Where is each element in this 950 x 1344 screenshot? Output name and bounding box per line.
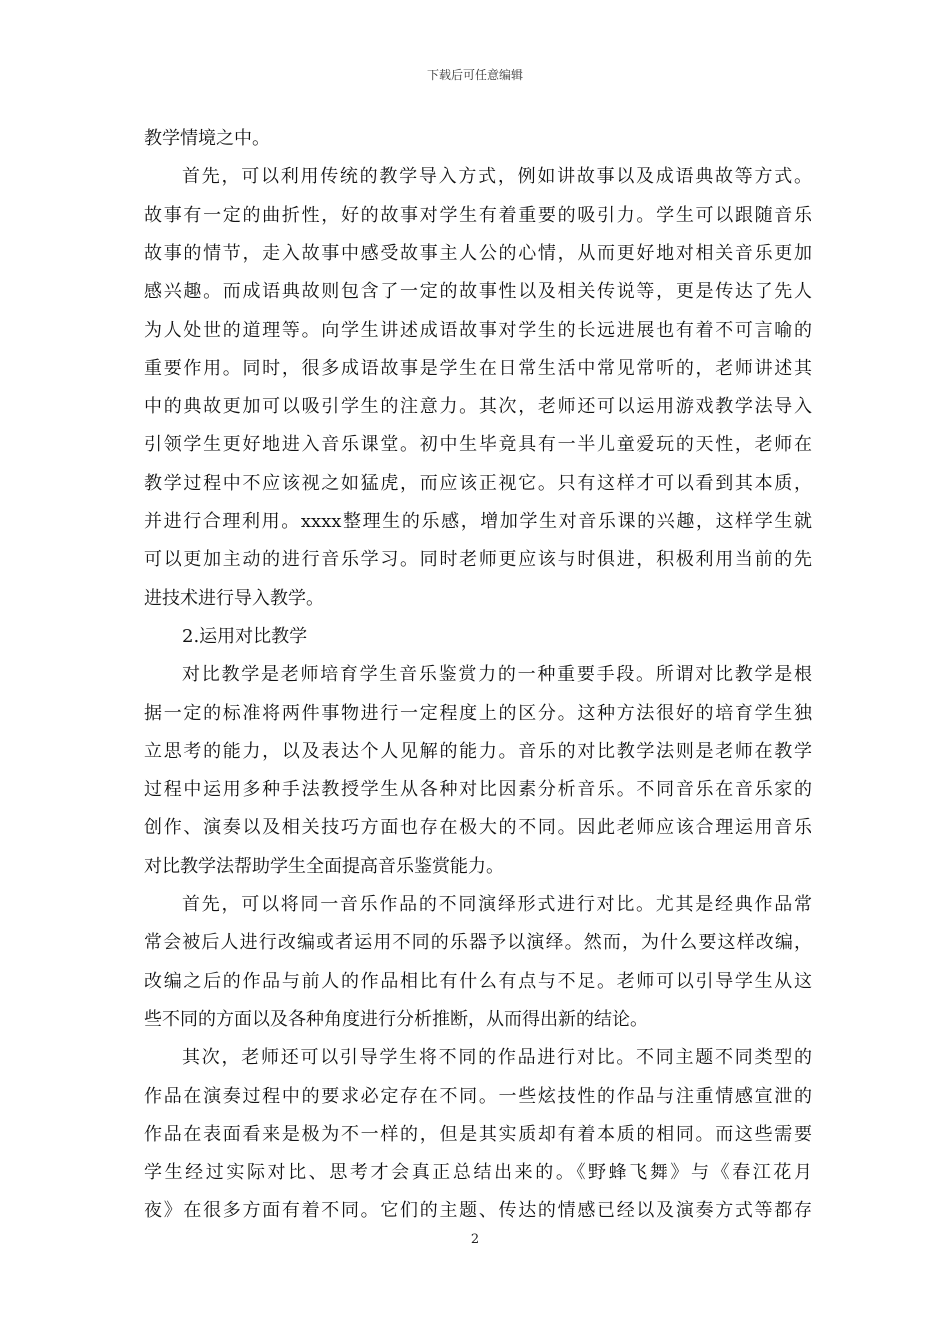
text-line: 常会被后人进行改编或者运用不同的乐器予以演绎。然而，为什么要这样改编， <box>144 932 812 954</box>
text-line: 故事的情节，走入故事中感受故事主人公的心情，从而更好地对相关音乐更加 <box>144 242 812 264</box>
text-line: 故事有一定的曲折性，好的故事对学生有着重要的吸引力。学生可以跟随音乐 <box>144 204 812 226</box>
text-line: 教学过程中不应该视之如猛虎，而应该正视它。只有这样才可以看到其本质， <box>144 472 812 494</box>
text-line: 首先，可以将同一音乐作品的不同演绎形式进行对比。尤其是经典作品常 <box>182 894 812 915</box>
text-line: 其次，老师还可以引导学生将不同的作品进行对比。不同主题不同类型的 <box>182 1047 812 1069</box>
text-line: 引领学生更好地进入音乐课堂。初中生毕竟具有一半儿童爱玩的天性，老师在 <box>144 434 812 456</box>
text-line: 中的典故更加可以吸引学生的注意力。其次，老师还可以运用游戏教学法导入 <box>144 396 812 418</box>
text-line: 首先，可以利用传统的教学导入方式，例如讲故事以及成语典故等方式。 <box>182 166 812 188</box>
text-line: 并进行合理利用。xxxx整理生的乐感，增加学生对音乐课的兴趣，这样学生就 <box>144 511 812 532</box>
text-line: 改编之后的作品与前人的作品相比有什么有点与不足。老师可以引导学生从这 <box>144 970 812 992</box>
text-line: 过程中运用多种手法教授学生从各种对比因素分析音乐。不同音乐在音乐家的 <box>144 779 812 801</box>
text-line: 感兴趣。而成语典故则包含了一定的故事性以及相关传说等，更是传达了先人 <box>144 281 812 303</box>
text-line: 为人处世的道理等。向学生讲述成语故事对学生的长远进展也有着不可言喻的 <box>144 319 812 341</box>
text-line: 作品在表面看来是极为不一样的，但是其实质却有着本质的相同。而这些需要 <box>144 1123 812 1145</box>
text-line: 据一定的标准将两件事物进行一定程度上的区分。这种方法很好的培育学生独 <box>144 702 812 724</box>
text-line: 些不同的方面以及各种角度进行分析推断，从而得出新的结论。 <box>144 1008 648 1030</box>
text-line: 作品在演奏过程中的要求必定存在不同。一些炫技性的作品与注重情感宣泄的 <box>144 1085 812 1107</box>
text-line: 可以更加主动的进行音乐学习。同时老师更应该与时俱进，积极利用当前的先 <box>144 549 812 571</box>
page-number: 2 <box>470 1232 480 1247</box>
text-line: 重要作用。同时，很多成语故事是学生在日常生活中常见常听的，老师讲述其 <box>144 357 812 379</box>
text-line: 教学情境之中。 <box>144 128 270 149</box>
text-line: 学生经过实际对比、思考才会真正总结出来的。《野蜂飞舞》与《春江花月 <box>144 1162 812 1184</box>
text-line: 立思考的能力，以及表达个人见解的能力。音乐的对比教学法则是老师在教学 <box>144 740 812 762</box>
text-line: 夜》在很多方面有着不同。它们的主题、传达的情感已经以及演奏方式等都存 <box>144 1200 812 1222</box>
text-line: 进技术进行导入教学。 <box>144 587 324 609</box>
text-line: 对比教学是老师培育学生音乐鉴赏力的一种重要手段。所谓对比教学是根 <box>182 664 812 686</box>
text-line: 2.运用对比教学 <box>182 625 308 647</box>
text-line: 对比教学法帮助学生全面提高音乐鉴赏能力。 <box>144 855 504 877</box>
text-line: 创作、演奏以及相关技巧方面也存在极大的不同。因此老师应该合理运用音乐 <box>144 817 812 839</box>
page-header: 下载后可任意编辑 <box>426 68 523 82</box>
